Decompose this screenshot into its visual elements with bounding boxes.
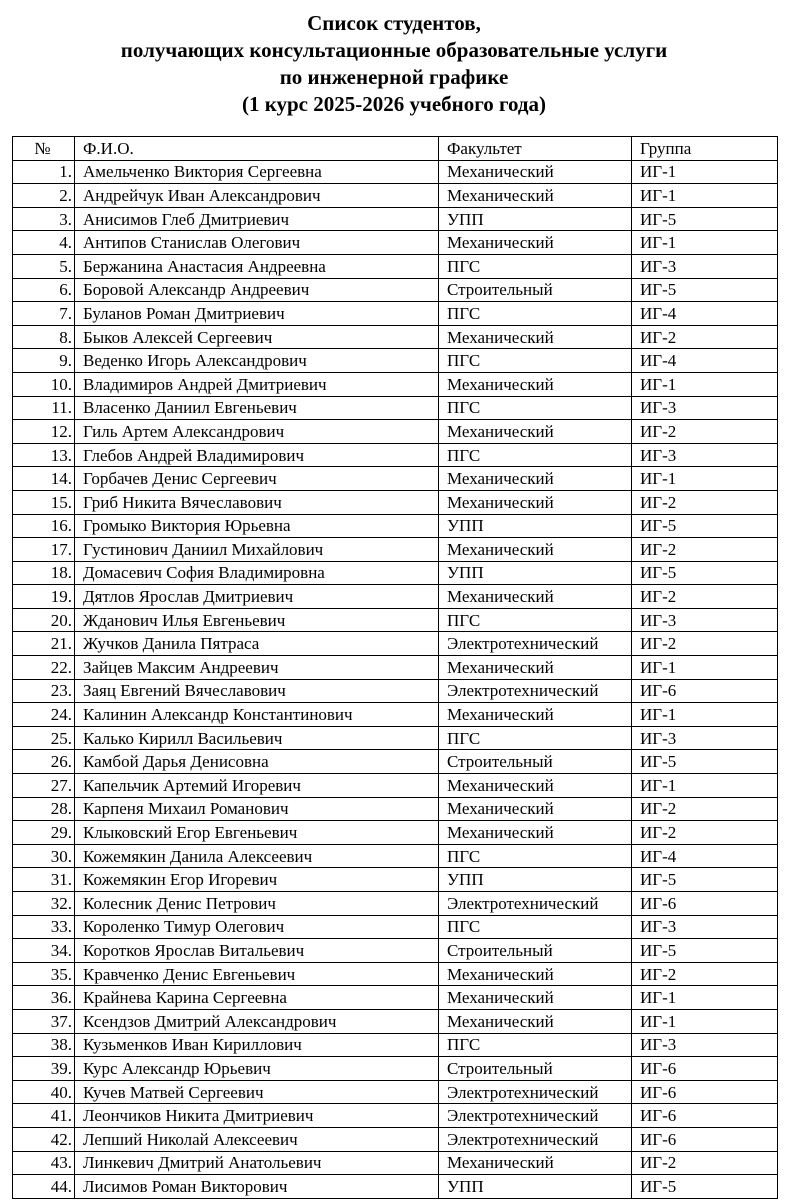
table-row: [13, 561, 778, 585]
cell-num: 7.: [13, 302, 75, 326]
cell-group: ИГ-6: [632, 1080, 778, 1104]
cell-name: Амельченко Виктория Сергеевна: [75, 160, 439, 184]
table-row: [13, 797, 778, 821]
cell-name: Колесник Денис Петрович: [75, 892, 439, 916]
cell-name: Кравченко Денис Евгеньевич: [75, 962, 439, 986]
table-row: [13, 278, 778, 302]
cell-name: Жучков Данила Пятраса: [75, 632, 439, 656]
cell-faculty: Механический: [439, 703, 632, 727]
cell-name: Крайнева Карина Сергеевна: [75, 986, 439, 1010]
cell-name: Дятлов Ярослав Дмитриевич: [75, 585, 439, 609]
cell-faculty: Электротехнический: [439, 679, 632, 703]
cell-faculty: Электротехнический: [439, 1127, 632, 1151]
table-row: [13, 1009, 778, 1033]
cell-name: Лепший Николай Алексеевич: [75, 1127, 439, 1151]
cell-faculty: ПГС: [439, 915, 632, 939]
table-row: [13, 490, 778, 514]
title-line-3: по инженерной графике: [279, 65, 509, 89]
cell-name: Густинович Даниил Михайлович: [75, 538, 439, 562]
cell-name: Калько Кирилл Васильевич: [75, 726, 439, 750]
cell-name: Глебов Андрей Владимирович: [75, 443, 439, 467]
table-row: [13, 231, 778, 255]
cell-num: 13.: [13, 443, 75, 467]
table-row: [13, 585, 778, 609]
table-row: [13, 703, 778, 727]
students-table: [12, 136, 778, 1199]
cell-faculty: Механический: [439, 184, 632, 208]
table-row: [13, 1057, 778, 1081]
cell-group: ИГ-5: [632, 207, 778, 231]
table-row: [13, 184, 778, 208]
header-name: Ф.И.О.: [75, 137, 439, 161]
cell-num: 44.: [13, 1175, 75, 1199]
cell-num: 4.: [13, 231, 75, 255]
cell-name: Жданович Илья Евгеньевич: [75, 608, 439, 632]
cell-name: Карпеня Михаил Романович: [75, 797, 439, 821]
cell-num: 25.: [13, 726, 75, 750]
cell-num: 36.: [13, 986, 75, 1010]
cell-name: Клыковский Егор Евгеньевич: [75, 821, 439, 845]
cell-faculty: Механический: [439, 585, 632, 609]
cell-group: ИГ-5: [632, 939, 778, 963]
cell-group: ИГ-5: [632, 750, 778, 774]
cell-name: Кузьменков Иван Кириллович: [75, 1033, 439, 1057]
cell-group: ИГ-5: [632, 278, 778, 302]
cell-faculty: Механический: [439, 325, 632, 349]
cell-num: 34.: [13, 939, 75, 963]
cell-faculty: ПГС: [439, 1033, 632, 1057]
cell-name: Гиль Артем Александрович: [75, 420, 439, 444]
cell-name: Боровой Александр Андреевич: [75, 278, 439, 302]
cell-num: 17.: [13, 538, 75, 562]
cell-group: ИГ-2: [632, 1151, 778, 1175]
title-line-2: получающих консультационные образовательные услуги: [120, 38, 668, 62]
table-row: [13, 302, 778, 326]
cell-num: 8.: [13, 325, 75, 349]
cell-group: ИГ-1: [632, 184, 778, 208]
cell-faculty: УПП: [439, 514, 632, 538]
cell-num: 30.: [13, 844, 75, 868]
cell-name: Кучев Матвей Сергеевич: [75, 1080, 439, 1104]
cell-faculty: Механический: [439, 538, 632, 562]
cell-name: Горбачев Денис Сергеевич: [75, 467, 439, 491]
table-row: [13, 774, 778, 798]
cell-name: Леончиков Никита Дмитриевич: [75, 1104, 439, 1128]
cell-faculty: Электротехнический: [439, 1080, 632, 1104]
cell-name: Коротков Ярослав Витальевич: [75, 939, 439, 963]
title-line-4: (1 курс 2025-2026 учебного года): [241, 92, 547, 116]
cell-group: ИГ-2: [632, 325, 778, 349]
cell-num: 18.: [13, 561, 75, 585]
cell-faculty: УПП: [439, 561, 632, 585]
cell-group: ИГ-5: [632, 561, 778, 585]
cell-group: ИГ-6: [632, 679, 778, 703]
cell-name: Андрейчук Иван Александрович: [75, 184, 439, 208]
table-row: [13, 726, 778, 750]
cell-faculty: ПГС: [439, 302, 632, 326]
cell-faculty: ПГС: [439, 254, 632, 278]
cell-faculty: Механический: [439, 774, 632, 798]
cell-num: 33.: [13, 915, 75, 939]
table-row: [13, 207, 778, 231]
cell-faculty: Механический: [439, 490, 632, 514]
table-row: [13, 1033, 778, 1057]
cell-group: ИГ-3: [632, 726, 778, 750]
cell-name: Зайцев Максим Андреевич: [75, 656, 439, 680]
cell-group: ИГ-6: [632, 1127, 778, 1151]
cell-faculty: ПГС: [439, 349, 632, 373]
cell-name: Кожемякин Данила Алексеевич: [75, 844, 439, 868]
cell-name: Линкевич Дмитрий Анатольевич: [75, 1151, 439, 1175]
cell-name: Антипов Станислав Олегович: [75, 231, 439, 255]
cell-name: Кожемякин Егор Игоревич: [75, 868, 439, 892]
cell-group: ИГ-2: [632, 420, 778, 444]
cell-group: ИГ-4: [632, 349, 778, 373]
cell-num: 5.: [13, 254, 75, 278]
cell-faculty: Строительный: [439, 939, 632, 963]
table-row: [13, 538, 778, 562]
cell-group: ИГ-2: [632, 797, 778, 821]
cell-num: 10.: [13, 372, 75, 396]
cell-faculty: Электротехнический: [439, 632, 632, 656]
table-row: [13, 160, 778, 184]
cell-faculty: Механический: [439, 160, 632, 184]
cell-faculty: ПГС: [439, 396, 632, 420]
cell-num: 21.: [13, 632, 75, 656]
table-row: [13, 467, 778, 491]
table-body: [13, 160, 778, 1198]
cell-name: Калинин Александр Константинович: [75, 703, 439, 727]
cell-group: ИГ-5: [632, 1175, 778, 1199]
header-num: №: [13, 137, 75, 161]
cell-group: ИГ-2: [632, 490, 778, 514]
cell-faculty: Механический: [439, 467, 632, 491]
cell-group: ИГ-6: [632, 1104, 778, 1128]
cell-num: 37.: [13, 1009, 75, 1033]
table-row: [13, 679, 778, 703]
table-row: [13, 868, 778, 892]
cell-group: ИГ-1: [632, 1009, 778, 1033]
cell-group: ИГ-1: [632, 231, 778, 255]
cell-faculty: Электротехнический: [439, 892, 632, 916]
cell-num: 15.: [13, 490, 75, 514]
cell-group: ИГ-1: [632, 160, 778, 184]
cell-group: ИГ-1: [632, 703, 778, 727]
cell-name: Власенко Даниил Евгеньевич: [75, 396, 439, 420]
cell-group: ИГ-2: [632, 962, 778, 986]
cell-name: Громыко Виктория Юрьевна: [75, 514, 439, 538]
table-row: [13, 420, 778, 444]
cell-num: 3.: [13, 207, 75, 231]
cell-group: ИГ-2: [632, 821, 778, 845]
cell-num: 26.: [13, 750, 75, 774]
cell-name: Капельчик Артемий Игоревич: [75, 774, 439, 798]
table-row: [13, 1175, 778, 1199]
cell-group: ИГ-3: [632, 608, 778, 632]
cell-name: Курс Александр Юрьевич: [75, 1057, 439, 1081]
cell-name: Анисимов Глеб Дмитриевич: [75, 207, 439, 231]
cell-faculty: Механический: [439, 797, 632, 821]
cell-faculty: УПП: [439, 1175, 632, 1199]
cell-name: Камбой Дарья Денисовна: [75, 750, 439, 774]
cell-faculty: УПП: [439, 868, 632, 892]
cell-faculty: Механический: [439, 962, 632, 986]
cell-num: 31.: [13, 868, 75, 892]
cell-num: 11.: [13, 396, 75, 420]
table-row: [13, 915, 778, 939]
table-row: [13, 939, 778, 963]
cell-num: 29.: [13, 821, 75, 845]
cell-num: 12.: [13, 420, 75, 444]
cell-faculty: Механический: [439, 821, 632, 845]
table-row: [13, 254, 778, 278]
cell-num: 2.: [13, 184, 75, 208]
table-row: [13, 750, 778, 774]
cell-group: ИГ-3: [632, 396, 778, 420]
cell-num: 40.: [13, 1080, 75, 1104]
cell-faculty: Механический: [439, 1151, 632, 1175]
cell-num: 27.: [13, 774, 75, 798]
table-row: [13, 1127, 778, 1151]
cell-faculty: ПГС: [439, 608, 632, 632]
table-row: [13, 1151, 778, 1175]
cell-name: Буланов Роман Дмитриевич: [75, 302, 439, 326]
cell-group: ИГ-1: [632, 656, 778, 680]
cell-faculty: ПГС: [439, 443, 632, 467]
cell-name: Домасевич София Владимировна: [75, 561, 439, 585]
cell-name: Ксендзов Дмитрий Александрович: [75, 1009, 439, 1033]
document-title: [0, 10, 788, 118]
cell-name: Заяц Евгений Вячеславович: [75, 679, 439, 703]
cell-faculty: Механический: [439, 231, 632, 255]
cell-faculty: Строительный: [439, 278, 632, 302]
cell-num: 6.: [13, 278, 75, 302]
table-row: [13, 372, 778, 396]
table-row: [13, 514, 778, 538]
title-line-1: Список студентов,: [307, 11, 481, 35]
table-row: [13, 325, 778, 349]
table-row: [13, 608, 778, 632]
table-row: [13, 1080, 778, 1104]
table-row: [13, 986, 778, 1010]
cell-faculty: Механический: [439, 986, 632, 1010]
cell-faculty: Строительный: [439, 750, 632, 774]
header-faculty: Факультет: [439, 137, 632, 161]
table-row: [13, 962, 778, 986]
cell-num: 39.: [13, 1057, 75, 1081]
cell-group: ИГ-1: [632, 774, 778, 798]
table-row: [13, 892, 778, 916]
cell-faculty: УПП: [439, 207, 632, 231]
cell-name: Короленко Тимур Олегович: [75, 915, 439, 939]
cell-num: 35.: [13, 962, 75, 986]
cell-group: ИГ-6: [632, 1057, 778, 1081]
cell-group: ИГ-1: [632, 467, 778, 491]
cell-faculty: Механический: [439, 420, 632, 444]
cell-faculty: ПГС: [439, 844, 632, 868]
cell-group: ИГ-5: [632, 514, 778, 538]
cell-group: ИГ-4: [632, 844, 778, 868]
table-row: [13, 443, 778, 467]
header-group: Группа: [632, 137, 778, 161]
cell-num: 23.: [13, 679, 75, 703]
cell-group: ИГ-3: [632, 254, 778, 278]
cell-num: 42.: [13, 1127, 75, 1151]
table-row: [13, 396, 778, 420]
table-header-row: [13, 137, 778, 161]
cell-num: 41.: [13, 1104, 75, 1128]
cell-name: Быков Алексей Сергеевич: [75, 325, 439, 349]
cell-faculty: Механический: [439, 1009, 632, 1033]
cell-group: ИГ-3: [632, 1033, 778, 1057]
cell-num: 14.: [13, 467, 75, 491]
cell-num: 1.: [13, 160, 75, 184]
cell-group: ИГ-2: [632, 538, 778, 562]
cell-group: ИГ-1: [632, 372, 778, 396]
cell-name: Лисимов Роман Викторович: [75, 1175, 439, 1199]
cell-num: 22.: [13, 656, 75, 680]
cell-num: 9.: [13, 349, 75, 373]
cell-group: ИГ-4: [632, 302, 778, 326]
cell-group: ИГ-5: [632, 868, 778, 892]
cell-group: ИГ-3: [632, 915, 778, 939]
table-row: [13, 632, 778, 656]
cell-group: ИГ-2: [632, 585, 778, 609]
cell-group: ИГ-3: [632, 443, 778, 467]
table-row: [13, 1104, 778, 1128]
cell-faculty: ПГС: [439, 726, 632, 750]
cell-faculty: Строительный: [439, 1057, 632, 1081]
cell-name: Бержанина Анастасия Андреевна: [75, 254, 439, 278]
cell-group: ИГ-2: [632, 632, 778, 656]
cell-faculty: Механический: [439, 656, 632, 680]
cell-num: 38.: [13, 1033, 75, 1057]
cell-num: 19.: [13, 585, 75, 609]
table-row: [13, 844, 778, 868]
table-row: [13, 821, 778, 845]
cell-group: ИГ-6: [632, 892, 778, 916]
cell-name: Веденко Игорь Александрович: [75, 349, 439, 373]
table-row: [13, 349, 778, 373]
cell-name: Владимиров Андрей Дмитриевич: [75, 372, 439, 396]
cell-num: 32.: [13, 892, 75, 916]
cell-name: Гриб Никита Вячеславович: [75, 490, 439, 514]
cell-group: ИГ-1: [632, 986, 778, 1010]
table-row: [13, 656, 778, 680]
cell-num: 28.: [13, 797, 75, 821]
cell-num: 43.: [13, 1151, 75, 1175]
cell-num: 24.: [13, 703, 75, 727]
cell-faculty: Механический: [439, 372, 632, 396]
cell-num: 16.: [13, 514, 75, 538]
cell-num: 20.: [13, 608, 75, 632]
cell-faculty: Электротехнический: [439, 1104, 632, 1128]
